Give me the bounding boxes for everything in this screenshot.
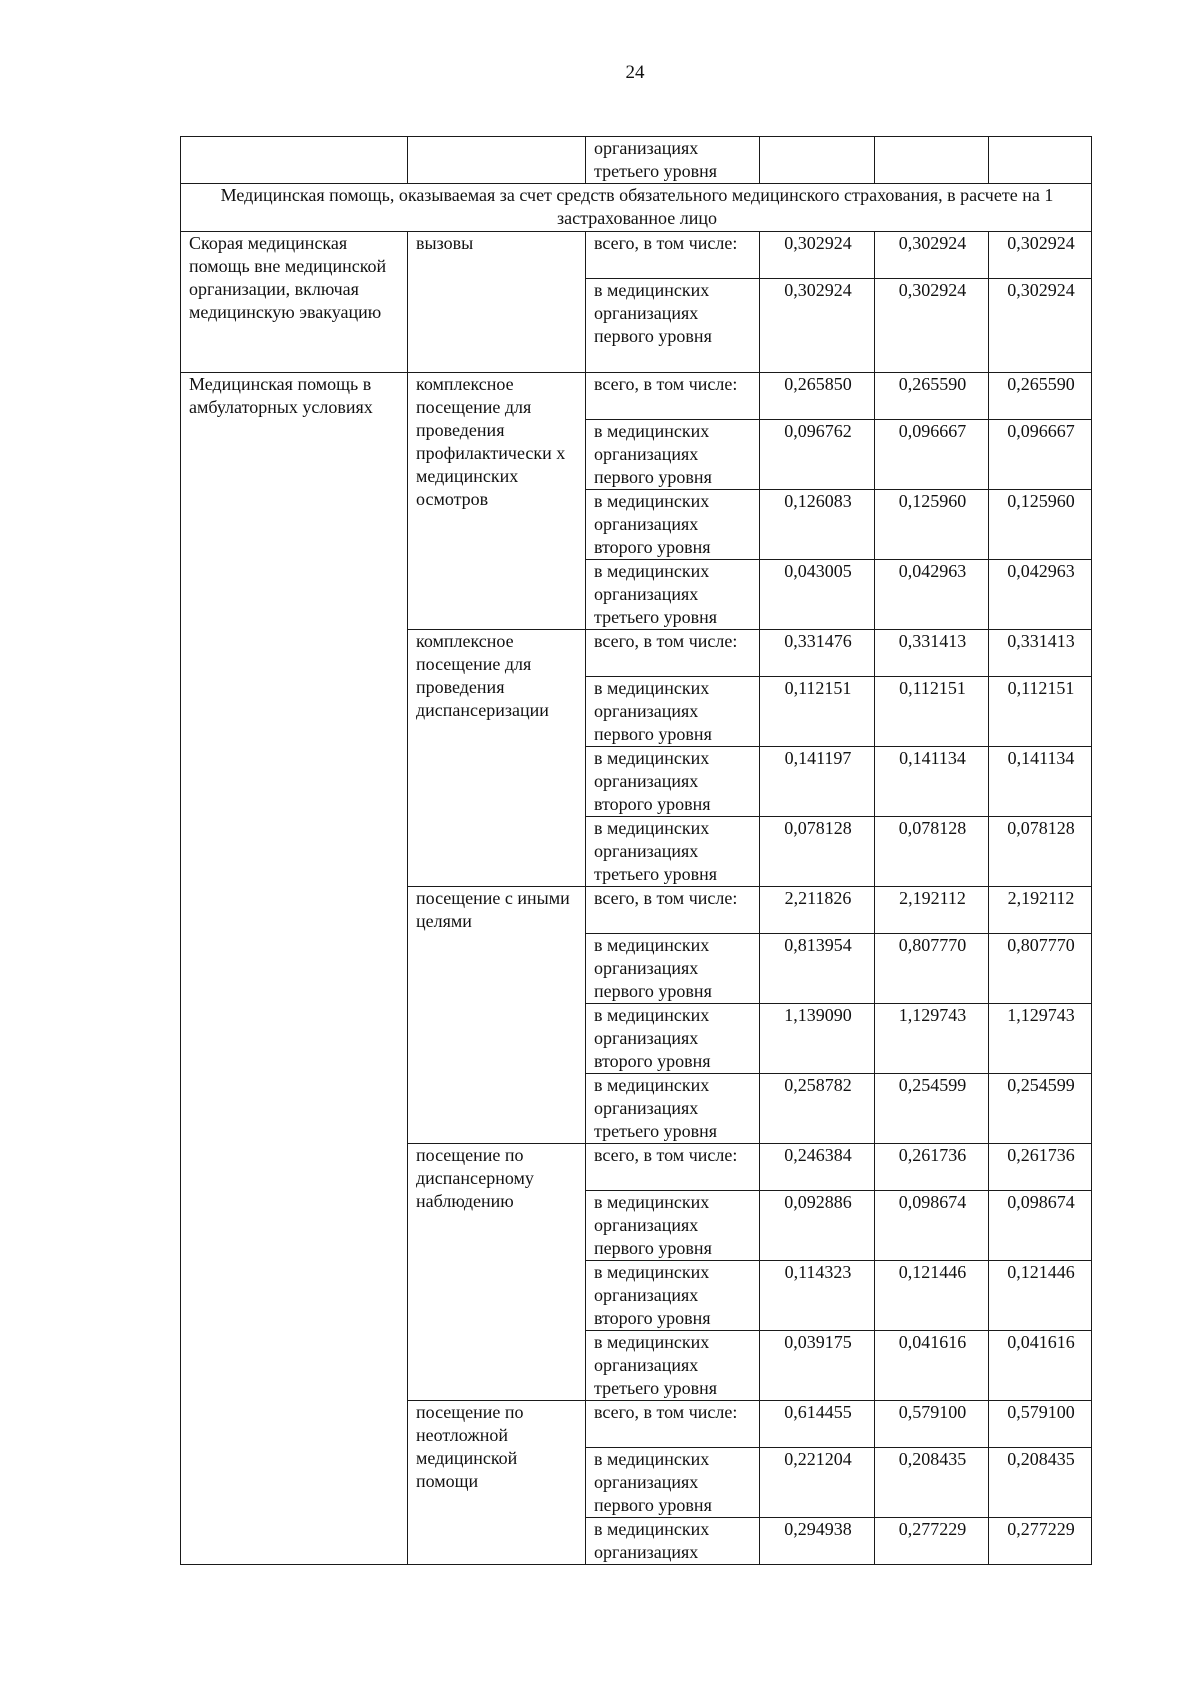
value-cell: 0,041616 (875, 1331, 989, 1401)
level-cell: в медицинских организациях первого уровня (586, 420, 760, 490)
section-title: Медицинская помощь, оказываемая за счет средств обязательного медицинского страхования, в расчете на 1 застрахованное лицо (181, 184, 1092, 232)
value-cell: 0,302924 (760, 232, 875, 279)
level-cell: всего, в том числе: (586, 887, 760, 934)
section-header-row (181, 184, 1092, 232)
value-cell: 0,807770 (989, 934, 1092, 1004)
unit-cell: посещение по неотложной медицинской помощи (408, 1401, 586, 1565)
value-cell: 0,254599 (875, 1074, 989, 1144)
value-cell (760, 137, 875, 184)
value-cell: 1,129743 (989, 1004, 1092, 1074)
level-cell: всего, в том числе: (586, 373, 760, 420)
level-cell: в медицинских организациях третьего уровня (586, 1074, 760, 1144)
unit-cell: комплексное посещение для проведения диспансеризации (408, 630, 586, 887)
value-cell: 0,121446 (989, 1261, 1092, 1331)
table-row (181, 373, 1092, 420)
value-cell: 0,331476 (760, 630, 875, 677)
value-cell: 0,096667 (989, 420, 1092, 490)
value-cell: 0,254599 (989, 1074, 1092, 1144)
level-cell: в медицинских организациях третьего уровня (586, 1331, 760, 1401)
value-cell: 0,121446 (875, 1261, 989, 1331)
value-cell: 0,331413 (875, 630, 989, 677)
level-cell: всего, в том числе: (586, 630, 760, 677)
value-cell: 0,126083 (760, 490, 875, 560)
value-cell: 0,614455 (760, 1401, 875, 1448)
value-cell: 0,039175 (760, 1331, 875, 1401)
value-cell: 0,041616 (989, 1331, 1092, 1401)
value-cell: 0,096762 (760, 420, 875, 490)
page-number: 24 (625, 62, 645, 83)
level-cell: всего, в том числе: (586, 1144, 760, 1191)
level-cell: в медицинских организациях первого уровня (586, 677, 760, 747)
value-cell: 0,302924 (989, 232, 1092, 279)
value-cell: 0,125960 (875, 490, 989, 560)
value-cell: 0,125960 (989, 490, 1092, 560)
level-cell: в медицинских организациях третьего уровня (586, 560, 760, 630)
level-cell: в медицинских организациях первого уровня (586, 1448, 760, 1518)
value-cell: 0,265590 (875, 373, 989, 420)
value-cell: 0,042963 (875, 560, 989, 630)
level-cell: в медицинских организациях второго уровня (586, 1261, 760, 1331)
value-cell: 0,258782 (760, 1074, 875, 1144)
value-cell: 0,302924 (989, 279, 1092, 373)
level-cell: в медицинских организациях первого уровня (586, 279, 760, 373)
category-cell: Скорая медицинская помощь вне медицинской организации, включая медицинскую эвакуацию (181, 232, 408, 373)
value-cell (989, 137, 1092, 184)
unit-cell (408, 137, 586, 184)
level-cell: в медицинских организациях третьего уровня (586, 817, 760, 887)
value-cell: 0,813954 (760, 934, 875, 1004)
value-cell: 0,112151 (760, 677, 875, 747)
value-cell: 1,139090 (760, 1004, 875, 1074)
unit-cell: посещение с иными целями (408, 887, 586, 1144)
unit-cell: посещение по диспансерному наблюдению (408, 1144, 586, 1401)
unit-cell: вызовы (408, 232, 586, 373)
unit-cell: комплексное посещение для проведения профилактически х медицинских осмотров (408, 373, 586, 630)
value-cell: 0,302924 (760, 279, 875, 373)
value-cell: 0,208435 (875, 1448, 989, 1518)
level-cell: в медицинских организациях первого уровня (586, 934, 760, 1004)
value-cell: 0,141197 (760, 747, 875, 817)
value-cell: 2,192112 (875, 887, 989, 934)
level-cell: в медицинских организациях второго уровня (586, 1004, 760, 1074)
table-row (181, 232, 1092, 279)
value-cell: 0,579100 (875, 1401, 989, 1448)
value-cell (875, 137, 989, 184)
level-cell: в медицинских организациях второго уровня (586, 490, 760, 560)
category-cell (181, 137, 408, 184)
value-cell: 0,208435 (989, 1448, 1092, 1518)
value-cell: 1,129743 (875, 1004, 989, 1074)
value-cell: 0,302924 (875, 232, 989, 279)
value-cell: 0,265590 (989, 373, 1092, 420)
data-table (180, 136, 1092, 1565)
value-cell: 0,078128 (875, 817, 989, 887)
value-cell: 0,807770 (875, 934, 989, 1004)
category-cell: Медицинская помощь в амбулаторных условиях (181, 373, 408, 1565)
value-cell: 0,112151 (875, 677, 989, 747)
value-cell: 0,265850 (760, 373, 875, 420)
value-cell: 0,043005 (760, 560, 875, 630)
value-cell: 0,096667 (875, 420, 989, 490)
value-cell: 0,246384 (760, 1144, 875, 1191)
value-cell: 0,261736 (989, 1144, 1092, 1191)
level-cell: в медицинских организациях второго уровня (586, 747, 760, 817)
level-cell: в медицинских организациях (586, 1518, 760, 1565)
value-cell: 0,092886 (760, 1191, 875, 1261)
value-cell: 2,211826 (760, 887, 875, 934)
value-cell: 0,078128 (760, 817, 875, 887)
level-cell: в медицинских организациях первого уровня (586, 1191, 760, 1261)
value-cell: 0,098674 (989, 1191, 1092, 1261)
value-cell: 0,042963 (989, 560, 1092, 630)
value-cell: 0,277229 (875, 1518, 989, 1565)
value-cell: 0,141134 (989, 747, 1092, 817)
value-cell: 0,302924 (875, 279, 989, 373)
value-cell: 0,114323 (760, 1261, 875, 1331)
level-cell: всего, в том числе: (586, 1401, 760, 1448)
value-cell: 0,221204 (760, 1448, 875, 1518)
value-cell: 0,078128 (989, 817, 1092, 887)
value-cell: 0,579100 (989, 1401, 1092, 1448)
value-cell: 0,294938 (760, 1518, 875, 1565)
value-cell: 0,261736 (875, 1144, 989, 1191)
table-row (181, 137, 1092, 184)
level-cell: организациях третьего уровня (586, 137, 760, 184)
level-cell: всего, в том числе: (586, 232, 760, 279)
value-cell: 0,112151 (989, 677, 1092, 747)
value-cell: 0,331413 (989, 630, 1092, 677)
value-cell: 0,098674 (875, 1191, 989, 1261)
value-cell: 2,192112 (989, 887, 1092, 934)
value-cell: 0,141134 (875, 747, 989, 817)
value-cell: 0,277229 (989, 1518, 1092, 1565)
